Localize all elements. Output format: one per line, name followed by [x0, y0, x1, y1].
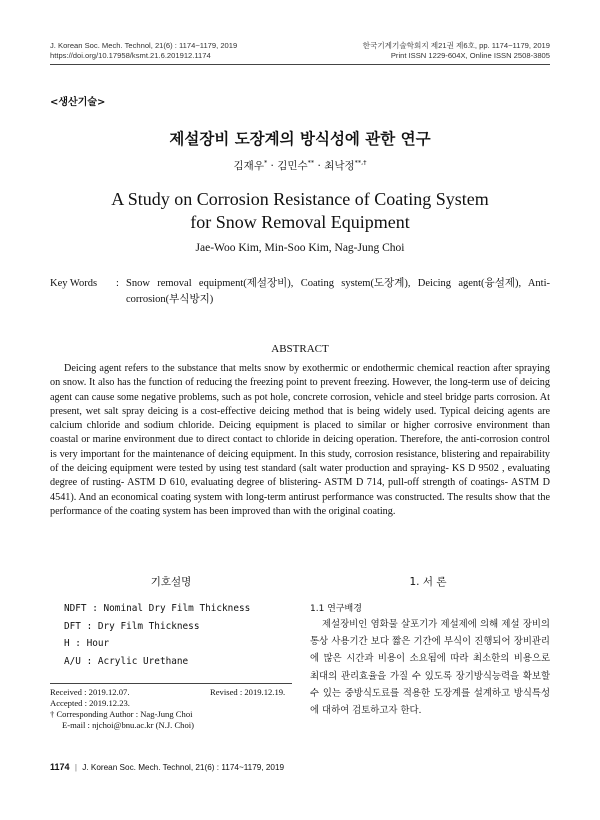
author-mark: **,†	[354, 158, 367, 167]
nomenclature-item: NDFT : Nominal Dry Film Thickness	[64, 603, 251, 614]
footnote-rule	[50, 683, 292, 684]
title-english-line1: A Study on Corrosion Resistance of Coating System	[111, 189, 489, 209]
abstract-body: Deicing agent refers to the substance that melts snow by exothermic or endothermic chemical reaction after spraying on snow. It also has the function of reducing the freezing point to prevent freezing. However, the long-term use of deicing agent can cause some negative problems, such as pot hole, concrete corrosion, vehicle and steel bridge parts corrosion. At present, wet salt spray deicing is a cost-effective deicing method that is being widely used. Typical deicing agents are calcium chloride and sodium chloride. Deicing equipment is placed to similar or higher corrosive environment than coastal or marine environment due to direct contact to chloride in deicing operation. Therefore, the anti-corrosion control is very important for the maintenance of deicing equipment. In this study, corrosion resistance, blistering and repairability of the deicing equipment were tested by using test standard (salt water production and spraying- KS D 9502 , evaluating degree of rusting- ASTM D 610, evaluating degree of blistering- ASTM D 714, pull-off strength of coatings- ASTM D 4541). And an economical coating system with long-term antirust performance was constructed. The results show that the performance of the coating system has been improved than with the original coating.	[50, 363, 550, 517]
nomenclature-item: DFT : Dry Film Thickness	[64, 620, 200, 632]
author-separator: ·	[267, 160, 278, 172]
received-date: Received : 2019.12.07.	[50, 687, 130, 697]
nomenclature-item: A/U : Acrylic Urethane	[64, 655, 189, 667]
author-name: 최낙정	[324, 160, 355, 172]
corresponding-author: † Corresponding Author : Nag-Jung Choi	[50, 709, 193, 719]
nomenclature-list	[64, 600, 250, 670]
header-doi[interactable]: https://doi.org/10.17958/ksmt.21.6.201912.1174	[50, 51, 211, 60]
nomenclature-item: H : Hour	[64, 638, 110, 649]
header-rule	[50, 64, 550, 65]
keywords-text: Snow removal equipment(제설장비), Coating system(도장계), Deicing agent(융설제), Anti-corrosion(부식방지)	[126, 278, 550, 305]
authors-english: Jae-Woo Kim, Min-Soo Kim, Nag-Jung Choi	[195, 242, 405, 254]
section-tag: <생산기술>	[50, 97, 106, 108]
section-heading-introduction: 1. 서 론	[409, 576, 447, 588]
footer-citation: J. Korean Soc. Mech. Technol, 21(6) : 1174~1179, 2019	[82, 763, 285, 772]
title-english-line2: for Snow Removal Equipment	[190, 212, 410, 232]
subsection-heading-background: 1.1 연구배경	[310, 604, 362, 614]
authors-korean	[0, 158, 600, 173]
author-mark: **	[307, 158, 315, 167]
footer-separator: |	[74, 763, 77, 772]
author-name: 김민수	[277, 160, 308, 172]
page-number: 1174	[50, 762, 70, 772]
keywords-colon: :	[116, 278, 119, 289]
accepted-date: Accepted : 2019.12.23.	[50, 698, 130, 708]
author-separator: ·	[314, 160, 325, 172]
keywords-label: Key Words	[50, 278, 98, 289]
nomenclature-heading: 기호설명	[150, 576, 192, 588]
corresponding-email[interactable]: E-mail : njchoi@bnu.ac.kr (N.J. Choi)	[62, 720, 195, 730]
abstract-heading: ABSTRACT	[271, 343, 329, 355]
author-mark: *	[263, 158, 268, 167]
author-name: 김재우	[233, 160, 264, 172]
header-issn: Print ISSN 1229-604X, Online ISSN 2508-3805	[390, 51, 550, 60]
introduction-body: 제설장비인 염화물 살포기가 제설제에 의해 제설 장비의 통상 사용기간 보다 짧은 기간에 부식이 진행되어 장비관리에 많은 시간과 비용이 소요됨에 따라 최소한의 비용으로 최대의 관리효율을 가질 수 있도록 장기방식능력을 확보할 수 있는 중방식도료를 적용한 도장계를 설계하고 방식특성에 대하여 검토하고자 한다.	[310, 619, 550, 717]
page-footer	[50, 762, 284, 772]
revised-date: Revised : 2019.12.19.	[210, 687, 286, 697]
header-journal-citation: J. Korean Soc. Mech. Technol, 21(6) : 1174~1179, 2019	[50, 41, 238, 50]
title-korean: 제설장비 도장계의 방식성에 관한 연구	[169, 130, 431, 148]
header-journal-ko: 한국기계기술학회지 제21권 제6호, pp. 1174~1179, 2019	[362, 41, 550, 50]
